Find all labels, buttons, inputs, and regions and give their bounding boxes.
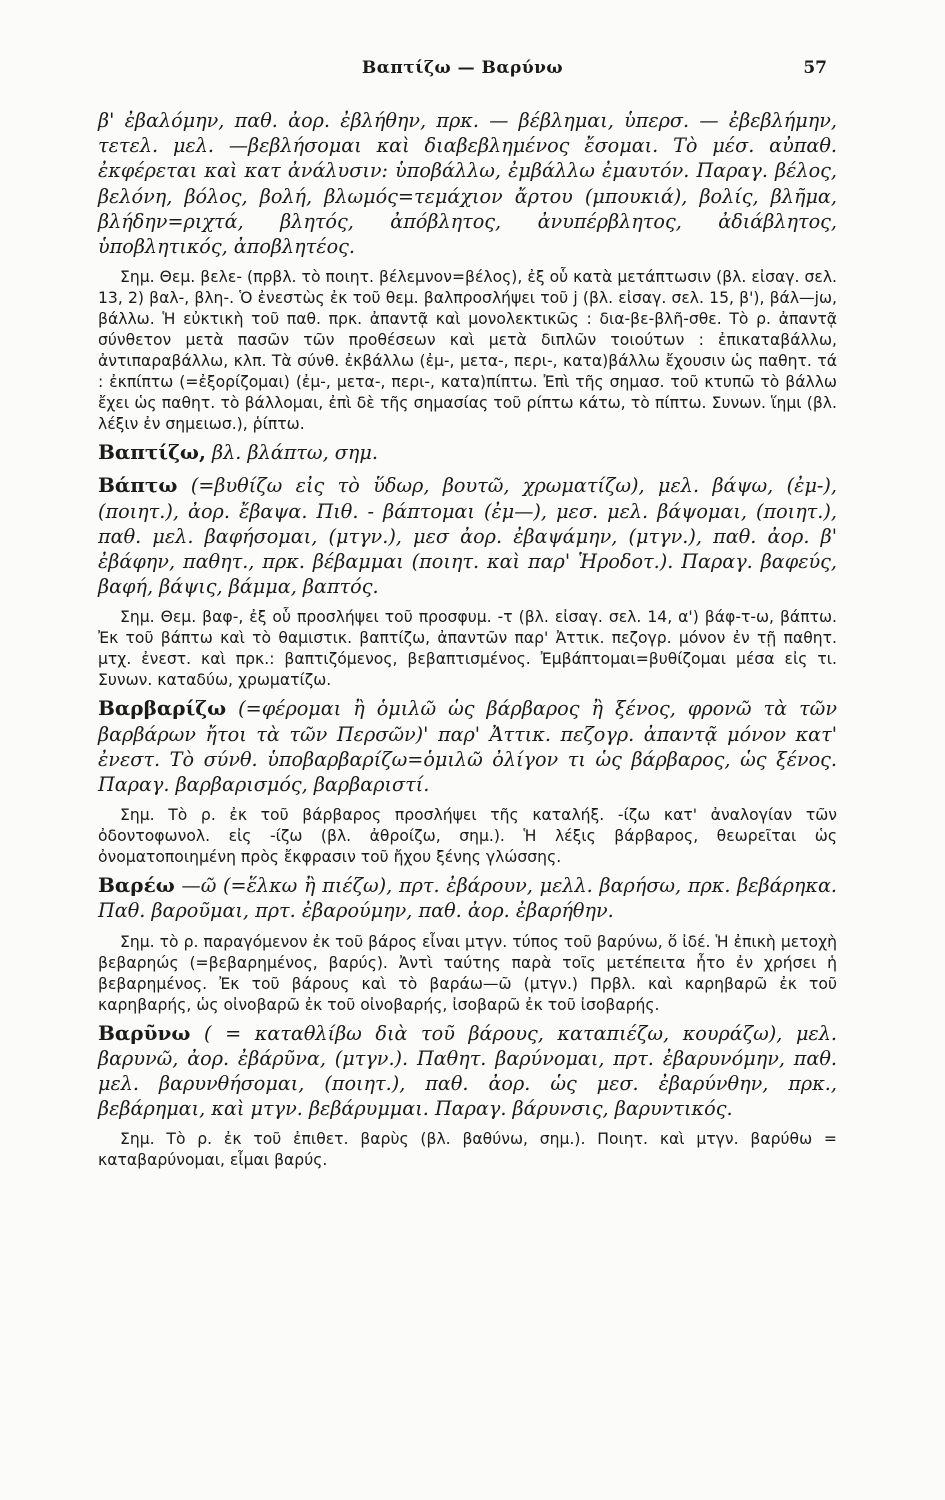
entry-headword: Βαπτίζω, — [98, 440, 206, 465]
page-number: 57 — [803, 58, 827, 78]
dictionary-entry — [98, 440, 837, 465]
entry-text: (=βυθίζω εἰς τὸ ὕδωρ, βουτῶ, χρωματίζω), μελ. βάψω, (ἐμ-), (ποιητ.), ἀορ. ἔβαψα. Πιθ. - βάπτομαι (ἐμ—), μεσ. μελ. βάψομαι, (ποιητ.), παθ. μελ. βαφήσομαι, (μτγν.), μεσ ἀορ. ἐβαψάμην, (μτγν.), παθ. ἀορ. β' ἐβάφην, παθητ., πρκ. βέβαμμαι (ποιητ. καὶ παρ' Ἡροδοτ.). Παραγ. βαφεύς, βαφή, βάψις, βάμμα, βαπτός. — [98, 474, 837, 599]
running-head: Βαπτίζω — Βαρύνω — [361, 58, 564, 78]
page-body — [98, 108, 837, 1176]
note-text: Σημ. τὸ ρ. παραγόμενον ἐκ τοῦ βάρος εἶναι μτγν. τύπος τοῦ βαρύνω, ὅ ἰδέ. Ἡ ἐπικὴ μετοχὴ βεβαρηώς (=βεβαρημένος, βαρύς). Ἀντὶ ταύτης παρὰ τοῖς μετέπειτα ἦτο ἐν χρήσει ἡ βεβαρημένος. Ἐκ τοῦ βάρους καὶ τὸ βαράω—ῶ (μτγν.) Πρβλ. καὶ καρηβαρῶ ἐκ τοῦ καρηβαρής, ὡς οἰνοβαρῶ ἐκ τοῦ οἰνοβαρής, ἰσοβαρῶ ἐκ τοῦ ἰσοβαρής. — [98, 932, 837, 1014]
entry-headword: Βαρέω — [98, 873, 175, 898]
entry-headword: Βαρῦνω — [98, 1020, 191, 1045]
dictionary-entry — [98, 473, 837, 599]
entry-text: β' ἐβαλόμην, παθ. ἀορ. ἐβλήθην, πρκ. — βέβλημαι, ὑπερσ. — ἐβεβλήμην, τετελ. μελ. —βεβλήσομαι καὶ διαβεβλημένος ἔσομαι. Τὸ μέσ. αὐπαθ. ἐκφέρεται καὶ κατ ἀνάλυσιν: ὑποβάλλω, ἐμβάλλω ἐμαυτόν. Παραγ. βέλος, βελόνη, βόλος, βολή, βλωμός=τεμάχιον ἄρτου (μπουκιά), βολίς, βλῆμα, βλήδην=ριχτά, βλητός, ἀπόβλητος, ἀνυπέρβλητος, ἀδιάβλητος, ὑποβλητικός, ἀποβλητέος. — [98, 109, 837, 259]
entry-text: βλ. βλάπτω, σημ. — [212, 441, 378, 465]
entry-note — [98, 267, 837, 435]
entry-note — [98, 932, 837, 1016]
entry-note — [98, 607, 837, 691]
dictionary-entry — [98, 696, 837, 797]
dictionary-entry — [98, 108, 837, 259]
entry-note — [98, 805, 837, 868]
note-text: Σημ. Θεμ. βαφ-, ἐξ οὗ προσλήψει τοῦ προσφυμ. -τ (βλ. εἰσαγ. σελ. 14, α') βάφ-τ-ω, βάπτω. Ἐκ τοῦ βάπτω καὶ τὸ θαμιστικ. βαπτίζω, ἀπαντῶν παρ' Ἀττικ. πεζογρ. μόνον ἐν τῇ παθητ. μτχ. ἐνεστ. καὶ πρκ.: βαπτιζόμενος, βεβαπτισμένος. Ἐμβάπτομαι=βυθίζομαι μέσα εἰς τι. Συνων. καταδύω, χρωματίζω. — [98, 608, 837, 690]
dictionary-entry — [98, 873, 837, 923]
note-text: Σημ. Τὸ ρ. ἐκ τοῦ βάρβαρος προσλήψει τῆς καταλήξ. -ίζω κατ' ἀναλογίαν τῶν ὀδοντοφωνολ. εἰς -ίζω (βλ. ἀθροίζω, σημ.). Ἡ λέξις βάρβαρος, θεωρεῖται ὡς ὀνοματοποιημένη πρὸς ἔκφρασιν τοῦ ἤχου ξένης γλώσσης. — [98, 806, 837, 867]
note-text: Σημ. Τὸ ρ. ἐκ τοῦ ἐπιθετ. βαρὺς (βλ. βαθύνω, σημ.). Ποιητ. καὶ μτγν. βαρύθω = καταβαρύνομαι, εἶμαι βαρύς. — [98, 1130, 837, 1170]
entry-text: ( = καταθλίβω διὰ τοῦ βάρους, καταπιέζω, κουράζω), μελ. βαρυνῶ, ἀορ. ἐβάρῦνα, (μτγν.). Παθητ. βαρύνομαι, πρτ. ἐβαρυνόμην, παθ. μελ. βαρυνθήσομαι, (ποιητ.), παθ. ἀορ. ὡς μεσ. ἐβαρύνθην, πρκ., βεβάρημαι, καὶ μτγν. βεβάρυμμαι. Παραγ. βάρυνσις, βαρυντικός. — [98, 1021, 837, 1121]
entry-note — [98, 1129, 837, 1171]
entry-headword: Βάπτω — [98, 473, 178, 498]
entry-headword: Βαρβαρίζω — [98, 696, 227, 721]
dictionary-entry — [98, 1021, 837, 1122]
entry-text: (=φέρομαι ἢ ὁμιλῶ ὡς βάρβαρος ἢ ξένος, φρονῶ τὰ τῶν βαρβάρων ἤτοι τὰ τῶν Περσῶν)' παρ' Ἀττικ. πεζογρ. ἀπαντᾷ μόνον κατ' ἐνεστ. Τὸ σύνθ. ὑποβαρβαρίζω=ὁμιλῶ ὀλίγον τι ὡς βάρβαρος, ὡς ξένος. Παραγ. βαρβαρισμός, βαρβαριστί. — [98, 697, 837, 797]
page-header — [98, 58, 827, 88]
note-text: Σημ. Θεμ. βελε- (πρβλ. τὸ ποιητ. βέλεμνον=βέλος), ἐξ οὗ κατὰ μετάπτωσιν (βλ. εἰσαγ. σελ. 13, 2) βαλ-, βλη-. Ὁ ἐνεστὼς ἐκ τοῦ θεμ. βαλπροσλήψει τοῦ j (βλ. εἰσαγ. σελ. 15, β'), βάλ—jω, βάλλω. Ἡ εὐκτικὴ τοῦ παθ. πρκ. ἀπαντᾷ καὶ μονολεκτικῶς : δια-βε-βλῆ-σθε. Τὸ ρ. ἀπαντᾷ σύνθετον μετὰ πασῶν τῶν προθέσεων καὶ μετὰ διπλῶν τοιούτων : ἐπικαταβάλλω, ἀντιπαραβάλλω, κλπ. Τὰ σύνθ. ἐκβάλλω (ἐμ-, μετα-, περι-, κατα)βάλλω ἔχουσιν ὡς παθητ. τά : ἐκπίπτω (=ἐξορίζομαι) (ἐμ-, μετα-, περι-, κατα)πίπτω. Ἐπὶ τῆς σημασ. τοῦ κτυπῶ τὸ βάλλω ἔχει ὡς παθητ. τὸ βάλλομαι, ἐπὶ δὲ τῆς σημασίας τοῦ ρίπτω κάτω, τὸ πίπτω. Συνων. ἵημι (βλ. λέξιν ἐν σημειωσ.), ῥίπτω. — [98, 268, 837, 434]
entry-text: —ῶ (=ἕλκω ἢ πιέζω), πρτ. ἐβάρουν, μελλ. βαρήσω, πρκ. βεβάρηκα. Παθ. βαροῦμαι, πρτ. ἐβαρούμην, παθ. ἀορ. ἐβαρήθην. — [98, 874, 837, 923]
